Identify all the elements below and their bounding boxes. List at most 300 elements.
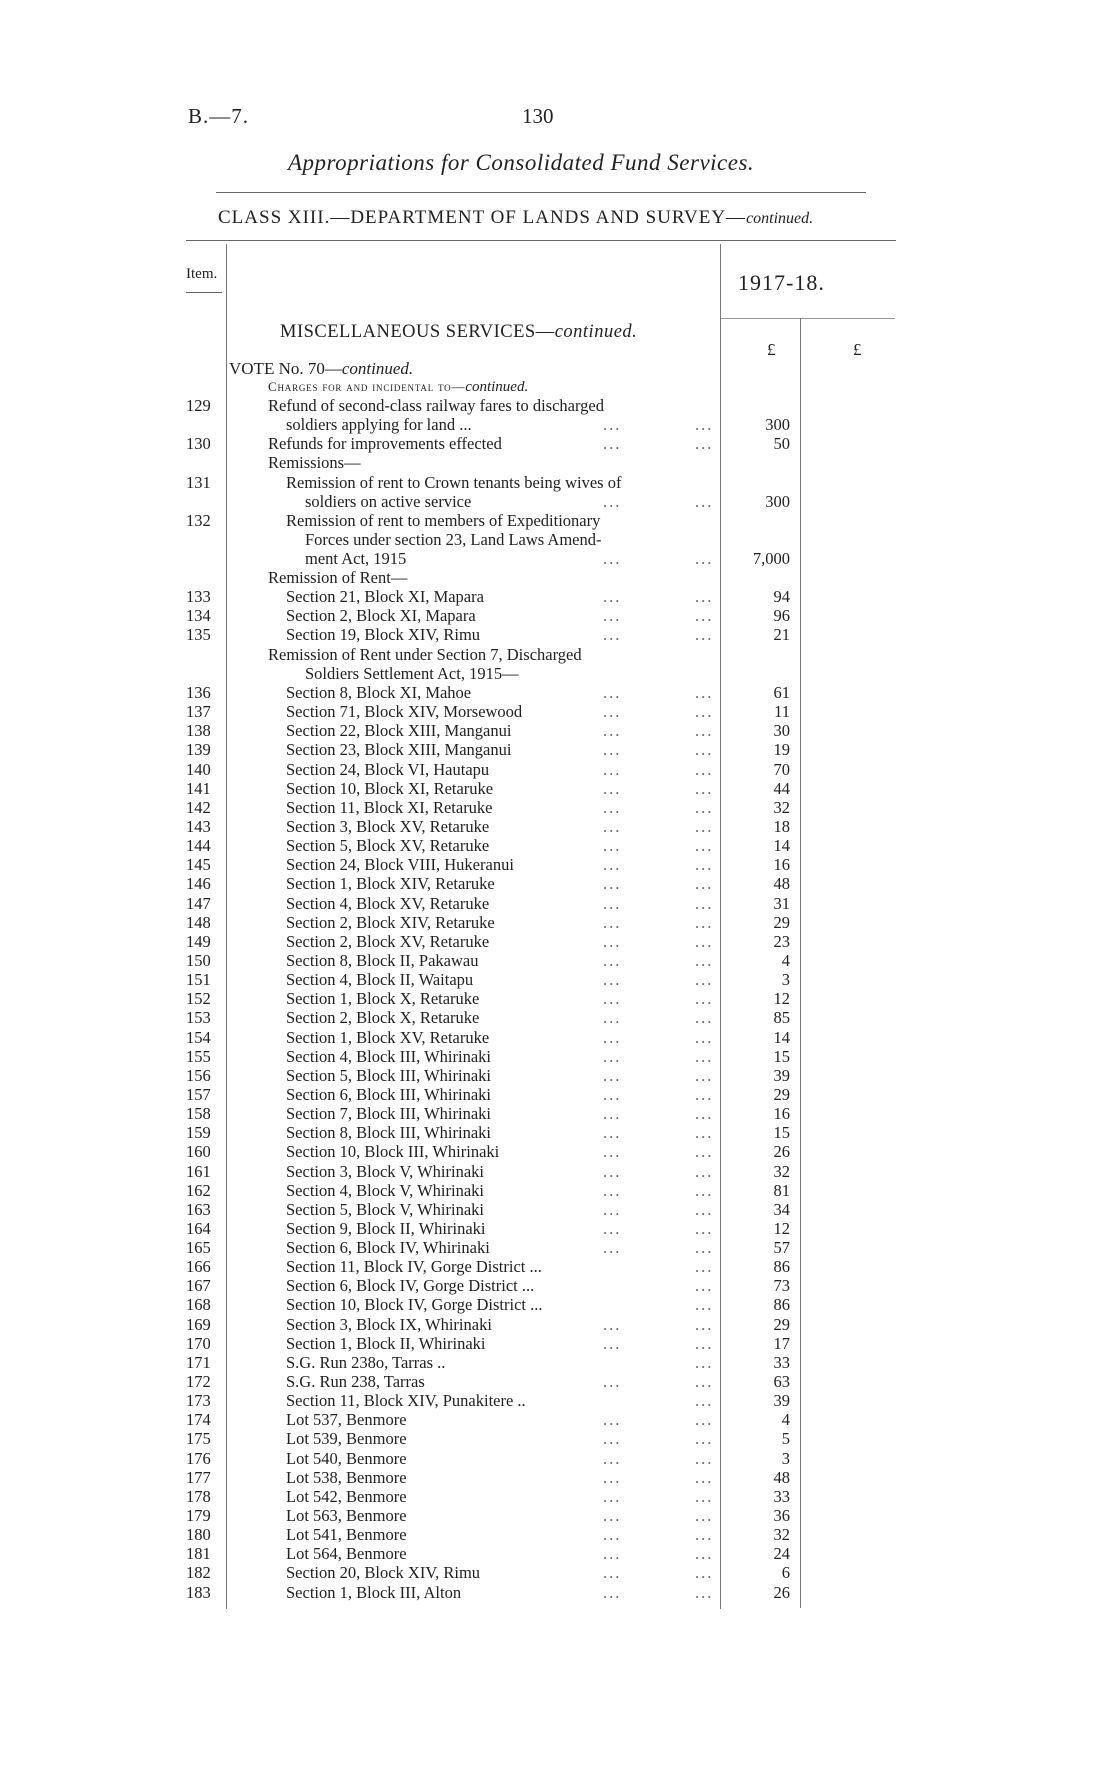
amount: 39 <box>773 1066 790 1085</box>
item-number: 160 <box>186 1142 211 1161</box>
leader-dots: ... <box>695 683 714 702</box>
item-description: Section 1, Block XV, Retaruke <box>286 1028 490 1047</box>
item-description: Section 7, Block III, Whirinaki <box>286 1104 491 1123</box>
item-description: Section 24, Block VI, Hautapu <box>286 760 490 779</box>
table-row <box>0 1257 1114 1276</box>
leader-dots: ... <box>603 1506 622 1525</box>
item-number: 159 <box>186 1123 211 1142</box>
leader-dots: ... <box>603 951 622 970</box>
leader-dots: ... <box>695 1487 714 1506</box>
leader-dots: ... <box>695 760 714 779</box>
leader-dots: ... <box>695 1583 714 1602</box>
table-row <box>0 1219 1114 1238</box>
leader-dots: ... <box>695 1257 714 1276</box>
leader-dots: ... <box>695 1028 714 1047</box>
leader-dots: ... <box>695 415 714 434</box>
amount: 31 <box>773 894 790 913</box>
leader-dots: ... <box>603 989 622 1008</box>
table-row <box>0 1506 1114 1525</box>
item-description: Section 2, Block XI, Mapara <box>286 606 476 625</box>
leader-dots: ... <box>603 606 622 625</box>
table-row <box>0 970 1114 989</box>
leader-dots: ... <box>695 798 714 817</box>
item-description: Section 23, Block XIII, Manganui <box>286 740 512 759</box>
item-description: Section 8, Block XI, Mahoe <box>286 683 472 702</box>
item-number: 148 <box>186 913 211 932</box>
block-text: Soldiers Settlement Act, 1915— <box>305 664 519 683</box>
amount: 21 <box>773 625 790 644</box>
charges-heading: Charges for and incidental to—continued. <box>268 379 529 395</box>
item-number: 168 <box>186 1295 211 1314</box>
item-description: Section 3, Block XV, Retaruke <box>286 817 490 836</box>
leader-dots: ... <box>603 1410 622 1429</box>
leader-dots: ... <box>603 587 622 606</box>
item-description: Section 10, Block IV, Gorge District ... <box>286 1295 543 1314</box>
amount: 39 <box>773 1391 790 1410</box>
leader-dots: ... <box>695 1353 714 1372</box>
item-description: Section 22, Block XIII, Manganui <box>286 721 512 740</box>
item-number: 142 <box>186 798 211 817</box>
table-row <box>0 415 1114 434</box>
item-number: 132 <box>186 511 211 530</box>
amount: 12 <box>773 989 790 1008</box>
block-text: Remission of Rent under Section 7, Discharged <box>268 645 582 664</box>
table-row <box>0 836 1114 855</box>
block-text: Remission of rent to members of Expeditionary <box>286 511 601 530</box>
leader-dots: ... <box>695 1391 714 1410</box>
item-description: Lot 564, Benmore <box>286 1544 407 1563</box>
table-row <box>0 396 1114 415</box>
leader-dots: ... <box>695 1142 714 1161</box>
item-description: Section 5, Block V, Whirinaki <box>286 1200 484 1219</box>
leader-dots: ... <box>603 1583 622 1602</box>
leader-dots: ... <box>695 989 714 1008</box>
table-row <box>0 1487 1114 1506</box>
table-row <box>0 740 1114 759</box>
leader-dots: ... <box>603 1104 622 1123</box>
item-number: 135 <box>186 625 211 644</box>
item-number: 156 <box>186 1066 211 1085</box>
leader-dots: ... <box>695 1449 714 1468</box>
leader-dots: ... <box>695 894 714 913</box>
block-text: soldiers on active service <box>305 492 472 511</box>
amount: 26 <box>773 1142 790 1161</box>
table-row <box>0 1525 1114 1544</box>
table-row <box>0 1410 1114 1429</box>
table-row <box>0 1372 1114 1391</box>
leader-dots: ... <box>695 1066 714 1085</box>
item-number: 164 <box>186 1219 211 1238</box>
amount: 48 <box>773 1468 790 1487</box>
leader-dots: ... <box>603 836 622 855</box>
item-description: Section 1, Block XIV, Retaruke <box>286 874 495 893</box>
leader-dots: ... <box>695 434 714 453</box>
amount: 16 <box>773 1104 790 1123</box>
block-text: Remissions— <box>268 453 361 472</box>
item-number: 137 <box>186 702 211 721</box>
leader-dots: ... <box>603 683 622 702</box>
document-code: B.—7. <box>188 104 250 128</box>
amount: 18 <box>773 817 790 836</box>
amount: 15 <box>773 1047 790 1066</box>
leader-dots: ... <box>603 625 622 644</box>
item-description: S.G. Run 238, Tarras <box>286 1372 425 1391</box>
item-description: Lot 539, Benmore <box>286 1429 407 1448</box>
leader-dots: ... <box>603 1085 622 1104</box>
block-text: Remission of Rent— <box>268 568 408 587</box>
amount: 94 <box>773 587 790 606</box>
table-row <box>0 989 1114 1008</box>
table-row <box>0 779 1114 798</box>
leader-dots: ... <box>603 492 622 511</box>
table-row <box>0 625 1114 644</box>
item-description: Section 9, Block II, Whirinaki <box>286 1219 486 1238</box>
leader-dots: ... <box>603 1066 622 1085</box>
leader-dots: ... <box>695 970 714 989</box>
table-row <box>0 1563 1114 1582</box>
section-heading: MISCELLANEOUS SERVICES—continued. <box>280 322 638 342</box>
table-row <box>0 1276 1114 1295</box>
table-row <box>0 951 1114 970</box>
item-number: 182 <box>186 1563 211 1582</box>
leader-dots: ... <box>603 894 622 913</box>
item-number: 166 <box>186 1257 211 1276</box>
item-number: 161 <box>186 1162 211 1181</box>
item-description: Section 71, Block XIV, Morsewood <box>286 702 523 721</box>
item-description: Section 3, Block IX, Whirinaki <box>286 1315 492 1334</box>
item-number: 175 <box>186 1429 211 1448</box>
leader-dots: ... <box>603 760 622 779</box>
item-number: 131 <box>186 473 211 492</box>
table-row <box>0 1353 1114 1372</box>
block-text: Refunds for improvements effected <box>268 434 502 453</box>
item-number: 150 <box>186 951 211 970</box>
leader-dots: ... <box>695 492 714 511</box>
amount: 85 <box>773 1008 790 1027</box>
table-row <box>0 1142 1114 1161</box>
leader-dots: ... <box>695 1334 714 1353</box>
amount: 4 <box>781 1410 790 1429</box>
item-number: 130 <box>186 434 211 453</box>
item-description: Lot 542, Benmore <box>286 1487 407 1506</box>
leader-dots: ... <box>695 606 714 625</box>
block-text: soldiers applying for land ... <box>286 415 472 434</box>
leader-dots: ... <box>603 1468 622 1487</box>
item-number: 153 <box>186 1008 211 1027</box>
currency-label: £ <box>853 340 862 359</box>
amount: 61 <box>773 683 790 702</box>
divider <box>216 192 866 193</box>
item-number: 176 <box>186 1449 211 1468</box>
item-number: 141 <box>186 779 211 798</box>
amount: 14 <box>773 1028 790 1047</box>
class-heading: CLASS XIII.—DEPARTMENT OF LANDS AND SURVEY—continued. <box>218 207 814 228</box>
table-row <box>0 874 1114 893</box>
amount: 29 <box>773 1085 790 1104</box>
item-number: 145 <box>186 855 211 874</box>
item-number: 155 <box>186 1047 211 1066</box>
leader-dots: ... <box>695 836 714 855</box>
table-row <box>0 1334 1114 1353</box>
item-description: Section 1, Block III, Alton <box>286 1583 462 1602</box>
item-description: Section 11, Block IV, Gorge District ... <box>286 1257 542 1276</box>
amount: 7,000 <box>752 549 790 568</box>
leader-dots: ... <box>603 874 622 893</box>
table-row <box>0 1181 1114 1200</box>
amount: 24 <box>773 1544 790 1563</box>
leader-dots: ... <box>695 779 714 798</box>
leader-dots: ... <box>603 1238 622 1257</box>
item-number: 178 <box>186 1487 211 1506</box>
leader-dots: ... <box>603 1008 622 1027</box>
block-text: Forces under section 23, Land Laws Amend- <box>305 530 602 549</box>
item-description: Section 5, Block III, Whirinaki <box>286 1066 491 1085</box>
item-description: Section 1, Block II, Whirinaki <box>286 1334 486 1353</box>
leader-dots: ... <box>695 549 714 568</box>
amount: 86 <box>773 1257 790 1276</box>
leader-dots: ... <box>603 1334 622 1353</box>
leader-dots: ... <box>695 1181 714 1200</box>
leader-dots: ... <box>603 1142 622 1161</box>
leader-dots: ... <box>695 1295 714 1314</box>
item-description: Lot 540, Benmore <box>286 1449 407 1468</box>
leader-dots: ... <box>603 798 622 817</box>
item-number: 157 <box>186 1085 211 1104</box>
table-row <box>0 1295 1114 1314</box>
item-number: 179 <box>186 1506 211 1525</box>
amount: 29 <box>773 1315 790 1334</box>
amount: 81 <box>773 1181 790 1200</box>
leader-dots: ... <box>603 702 622 721</box>
item-number: 149 <box>186 932 211 951</box>
table-row <box>0 606 1114 625</box>
table-row <box>0 1429 1114 1448</box>
leader-dots: ... <box>695 1008 714 1027</box>
item-description: Section 10, Block III, Whirinaki <box>286 1142 500 1161</box>
leader-dots: ... <box>603 913 622 932</box>
leader-dots: ... <box>603 932 622 951</box>
amount: 32 <box>773 1162 790 1181</box>
leader-dots: ... <box>695 1506 714 1525</box>
divider <box>186 240 896 241</box>
leader-dots: ... <box>603 1372 622 1391</box>
item-description: Section 4, Block V, Whirinaki <box>286 1181 484 1200</box>
leader-dots: ... <box>603 1525 622 1544</box>
item-description: Section 5, Block XV, Retaruke <box>286 836 490 855</box>
table-row <box>0 855 1114 874</box>
item-number: 165 <box>186 1238 211 1257</box>
amount: 3 <box>781 970 790 989</box>
amount: 19 <box>773 740 790 759</box>
amount: 33 <box>773 1353 790 1372</box>
item-number: 129 <box>186 396 211 415</box>
amount: 11 <box>774 702 790 721</box>
item-description: Lot 563, Benmore <box>286 1506 407 1525</box>
item-description: S.G. Run 238o, Tarras .. <box>286 1353 446 1372</box>
item-description: Section 20, Block XIV, Rimu <box>286 1563 481 1582</box>
table-row <box>0 894 1114 913</box>
item-number: 167 <box>186 1276 211 1295</box>
item-number: 143 <box>186 817 211 836</box>
block-text: ment Act, 1915 <box>305 549 407 568</box>
item-number: 180 <box>186 1525 211 1544</box>
item-number: 147 <box>186 894 211 913</box>
page-subtitle: Appropriations for Consolidated Fund Services. <box>288 150 755 175</box>
table-row <box>0 492 1114 511</box>
item-description: Section 8, Block II, Pakawau <box>286 951 479 970</box>
amount: 33 <box>773 1487 790 1506</box>
leader-dots: ... <box>695 1315 714 1334</box>
table-row <box>0 1085 1114 1104</box>
amount: 50 <box>773 434 790 453</box>
item-number: 183 <box>186 1583 211 1602</box>
leader-dots: ... <box>695 1276 714 1295</box>
amount: 44 <box>773 779 790 798</box>
item-description: Section 2, Block XIV, Retaruke <box>286 913 495 932</box>
table-row <box>0 817 1114 836</box>
leader-dots: ... <box>603 415 622 434</box>
leader-dots: ... <box>603 721 622 740</box>
amount: 32 <box>773 1525 790 1544</box>
amount: 26 <box>773 1583 790 1602</box>
item-number: 134 <box>186 606 211 625</box>
item-description: Section 2, Block X, Retaruke <box>286 1008 480 1027</box>
table-row <box>0 913 1114 932</box>
leader-dots: ... <box>603 970 622 989</box>
table-row <box>0 587 1114 606</box>
table-row <box>0 1200 1114 1219</box>
table-row <box>0 760 1114 779</box>
leader-dots: ... <box>603 779 622 798</box>
vote-heading: VOTE No. 70—continued. <box>229 359 414 378</box>
leader-dots: ... <box>695 874 714 893</box>
amount: 30 <box>773 721 790 740</box>
table-row <box>0 702 1114 721</box>
table-row <box>0 1104 1114 1123</box>
leader-dots: ... <box>603 855 622 874</box>
item-number: 158 <box>186 1104 211 1123</box>
item-description: Lot 537, Benmore <box>286 1410 407 1429</box>
leader-dots: ... <box>695 1085 714 1104</box>
table-row <box>0 1468 1114 1487</box>
item-description: Section 6, Block IV, Whirinaki <box>286 1238 490 1257</box>
item-number: 140 <box>186 760 211 779</box>
item-description: Section 3, Block V, Whirinaki <box>286 1162 484 1181</box>
item-description: Section 10, Block XI, Retaruke <box>286 779 494 798</box>
amount: 96 <box>773 606 790 625</box>
table-row <box>0 798 1114 817</box>
page-number: 130 <box>522 104 554 128</box>
table-row <box>0 1238 1114 1257</box>
table-row <box>0 1047 1114 1066</box>
item-number: 136 <box>186 683 211 702</box>
leader-dots: ... <box>603 1487 622 1506</box>
item-description: Section 4, Block III, Whirinaki <box>286 1047 491 1066</box>
item-number: 154 <box>186 1028 211 1047</box>
leader-dots: ... <box>695 702 714 721</box>
leader-dots: ... <box>695 1200 714 1219</box>
item-description: Section 6, Block III, Whirinaki <box>286 1085 491 1104</box>
item-description: Lot 538, Benmore <box>286 1468 407 1487</box>
amount: 300 <box>765 492 790 511</box>
table-row <box>0 434 1114 453</box>
item-description: Section 21, Block XI, Mapara <box>286 587 484 606</box>
divider <box>186 292 222 293</box>
table-row <box>0 473 1114 492</box>
table-row <box>0 932 1114 951</box>
amount: 16 <box>773 855 790 874</box>
amount: 34 <box>773 1200 790 1219</box>
table-row <box>0 1449 1114 1468</box>
amount: 57 <box>773 1238 790 1257</box>
amount: 12 <box>773 1219 790 1238</box>
item-number: 162 <box>186 1181 211 1200</box>
leader-dots: ... <box>603 1449 622 1468</box>
item-description: Section 11, Block XIV, Punakitere .. <box>286 1391 526 1410</box>
leader-dots: ... <box>695 1525 714 1544</box>
leader-dots: ... <box>695 817 714 836</box>
item-number: 144 <box>186 836 211 855</box>
item-description: Section 24, Block VIII, Hukeranui <box>286 855 514 874</box>
item-number: 174 <box>186 1410 211 1429</box>
block-text: Refund of second-class railway fares to discharged <box>268 396 604 415</box>
table-row <box>0 511 1114 530</box>
amount: 32 <box>773 798 790 817</box>
amount: 73 <box>773 1276 790 1295</box>
leader-dots: ... <box>695 932 714 951</box>
table-row <box>0 721 1114 740</box>
item-description: Section 1, Block X, Retaruke <box>286 989 480 1008</box>
amount: 36 <box>773 1506 790 1525</box>
leader-dots: ... <box>603 1123 622 1142</box>
leader-dots: ... <box>695 721 714 740</box>
leader-dots: ... <box>603 740 622 759</box>
item-number: 172 <box>186 1372 211 1391</box>
leader-dots: ... <box>603 1315 622 1334</box>
leader-dots: ... <box>695 1563 714 1582</box>
leader-dots: ... <box>695 1162 714 1181</box>
leader-dots: ... <box>603 1047 622 1066</box>
leader-dots: ... <box>603 1181 622 1200</box>
item-description: Section 4, Block XV, Retaruke <box>286 894 490 913</box>
leader-dots: ... <box>695 1372 714 1391</box>
leader-dots: ... <box>695 855 714 874</box>
table-row <box>0 1008 1114 1027</box>
leader-dots: ... <box>603 549 622 568</box>
amount: 86 <box>773 1295 790 1314</box>
table-row <box>0 1162 1114 1181</box>
currency-label: £ <box>767 340 776 359</box>
leader-dots: ... <box>695 625 714 644</box>
item-description: Section 2, Block XV, Retaruke <box>286 932 490 951</box>
item-description: Section 8, Block III, Whirinaki <box>286 1123 491 1142</box>
table-row <box>0 1544 1114 1563</box>
leader-dots: ... <box>695 1429 714 1448</box>
item-number: 139 <box>186 740 211 759</box>
leader-dots: ... <box>603 1200 622 1219</box>
amount: 5 <box>781 1429 790 1448</box>
amount: 3 <box>781 1449 790 1468</box>
table-row <box>0 1315 1114 1334</box>
leader-dots: ... <box>695 587 714 606</box>
leader-dots: ... <box>603 1429 622 1448</box>
item-number: 152 <box>186 989 211 1008</box>
leader-dots: ... <box>603 1162 622 1181</box>
leader-dots: ... <box>695 1544 714 1563</box>
leader-dots: ... <box>695 1104 714 1123</box>
leader-dots: ... <box>603 817 622 836</box>
block-text: Remission of rent to Crown tenants being wives of <box>286 473 622 492</box>
